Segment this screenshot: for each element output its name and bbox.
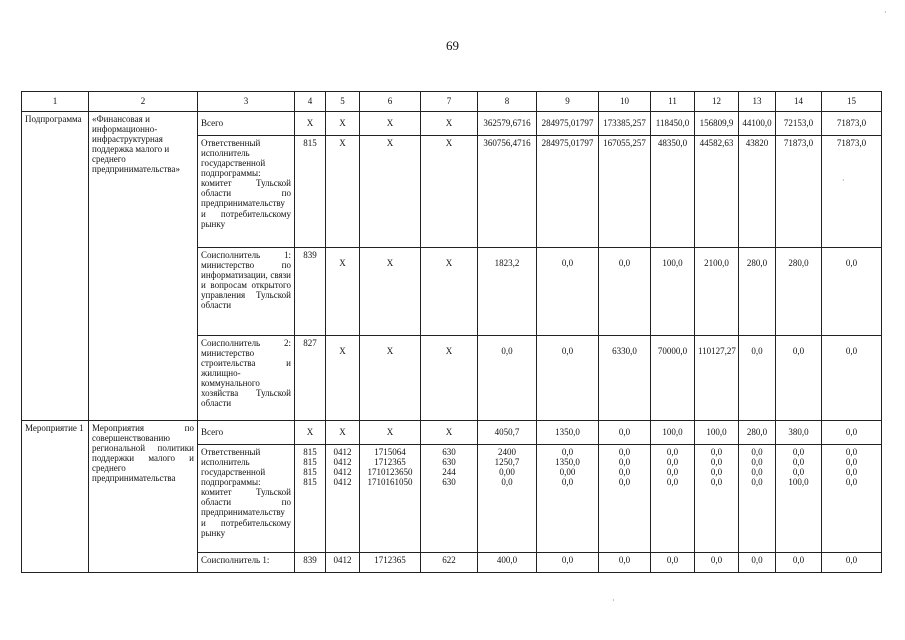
table-cell: 0,0 <box>739 553 776 573</box>
table-cell: 48350,0 <box>651 136 695 248</box>
table-cell: 44582,63 <box>695 136 739 248</box>
table-cell: 280,0 <box>739 421 776 445</box>
table-cell: 0,0 <box>739 336 776 421</box>
row-type-cell: Мероприятие 1 <box>22 421 89 573</box>
table-cell: 0,0 <box>537 336 599 421</box>
table-cell: 1823,2 <box>478 248 537 336</box>
table-cell: X <box>360 336 421 421</box>
column-header: 8 <box>478 92 537 112</box>
table-cell: 400,0 <box>478 553 537 573</box>
table-cell: 173385,257 <box>599 112 651 136</box>
table-cell: X <box>295 112 326 136</box>
table-cell: 622 <box>421 553 478 573</box>
table-cell: 360756,4716 <box>478 136 537 248</box>
table-cell: 0412 <box>326 553 360 573</box>
row-title-cell: «Финансовая и информационно-инфраструктурная поддержка малого и среднего предпринимательства» <box>89 112 198 421</box>
table-cell: 630 630 244 630 <box>421 445 478 553</box>
table-cell: 839 <box>295 248 326 336</box>
table-cell: 0,0 0,0 0,0 0,0 <box>739 445 776 553</box>
table-cell: X <box>360 421 421 445</box>
column-header: 10 <box>599 92 651 112</box>
column-header: 5 <box>326 92 360 112</box>
scan-speck: · <box>842 176 845 185</box>
table-cell: X <box>421 336 478 421</box>
column-header: 7 <box>421 92 478 112</box>
table-cell: 0,0 <box>599 421 651 445</box>
table-cell: 1350,0 <box>537 421 599 445</box>
table-cell: 284975,01797 <box>537 136 599 248</box>
table-cell: 118450,0 <box>651 112 695 136</box>
table-cell: 839 <box>295 553 326 573</box>
table-row <box>22 112 882 136</box>
table-cell: 362579,6716 <box>478 112 537 136</box>
column-header: 4 <box>295 92 326 112</box>
table-cell: 815 <box>295 136 326 248</box>
table-cell: 380,0 <box>776 421 822 445</box>
table-cell: 2100,0 <box>695 248 739 336</box>
table-cell: 110127,27 <box>695 336 739 421</box>
executor-cell: Всего <box>198 112 295 136</box>
table-cell: 0,0 <box>695 553 739 573</box>
column-header: 15 <box>822 92 882 112</box>
table-cell: 0,0 <box>537 553 599 573</box>
table-cell: 0,0 <box>822 421 882 445</box>
table-cell: X <box>360 136 421 248</box>
table-cell: 0412 0412 0412 0412 <box>326 445 360 553</box>
table-cell: 2400 1250,7 0,00 0,0 <box>478 445 537 553</box>
executor-cell: Ответственный исполнитель государственной подпрограммы: комитет Тульской области по предпринимательству и потребительскому рынку <box>198 136 295 248</box>
table-cell: 827 <box>295 336 326 421</box>
table-cell: 0,0 <box>537 248 599 336</box>
table-cell: X <box>421 136 478 248</box>
table-cell: 0,0 <box>822 248 882 336</box>
table-cell: 100,0 <box>651 248 695 336</box>
column-header: 14 <box>776 92 822 112</box>
table-cell: 167055,257 <box>599 136 651 248</box>
table-cell: 100,0 <box>695 421 739 445</box>
table-cell: 1712365 <box>360 553 421 573</box>
column-header: 6 <box>360 92 421 112</box>
executor-cell: Соисполнитель 2: министерство строительства и жилищно-коммунального хозяйства Тульской области <box>198 336 295 421</box>
table-cell: 0,0 0,0 0,0 0,0 <box>651 445 695 553</box>
scan-speck: · <box>612 596 615 605</box>
column-header: 1 <box>22 92 89 112</box>
table-cell: 71873,0 <box>822 112 882 136</box>
table-cell: 0,0 0,0 0,0 100,0 <box>776 445 822 553</box>
table-cell: 44100,0 <box>739 112 776 136</box>
table-cell: 4050,7 <box>478 421 537 445</box>
table-cell: X <box>421 421 478 445</box>
table-cell: 0,0 0,0 0,0 0,0 <box>599 445 651 553</box>
table-row <box>22 421 882 445</box>
table-cell: 0,0 <box>822 336 882 421</box>
row-title-cell: Мероприятия по совершенствованию региональной политики поддержки малого и среднего предпринимательства <box>89 421 198 573</box>
table-cell: 280,0 <box>739 248 776 336</box>
executor-cell: Соисполнитель 1: <box>198 553 295 573</box>
table-cell: 70000,0 <box>651 336 695 421</box>
table-cell: 0,0 0,0 0,0 0,0 <box>695 445 739 553</box>
table-cell: 71873,0 <box>822 136 882 248</box>
table-cell: 0,0 <box>599 248 651 336</box>
page-number: 69 <box>446 38 459 53</box>
table-header-row <box>22 92 882 112</box>
budget-table <box>21 91 882 573</box>
table-cell: 0,0 1350,0 0,00 0,0 <box>537 445 599 553</box>
table-cell: 0,0 <box>599 553 651 573</box>
table-cell: X <box>326 421 360 445</box>
table-cell: 72153,0 <box>776 112 822 136</box>
table-cell: 0,0 <box>478 336 537 421</box>
column-header: 13 <box>739 92 776 112</box>
table-cell: 43820 <box>739 136 776 248</box>
table-cell: 815 815 815 815 <box>295 445 326 553</box>
column-header: 3 <box>198 92 295 112</box>
table-cell: X <box>326 112 360 136</box>
table-cell: 0,0 <box>822 553 882 573</box>
table-cell: 6330,0 <box>599 336 651 421</box>
table-cell: X <box>326 248 360 336</box>
table-cell: X <box>295 421 326 445</box>
column-header: 11 <box>651 92 695 112</box>
table-cell: X <box>360 248 421 336</box>
table-cell: 0,0 0,0 0,0 0,0 <box>822 445 882 553</box>
table-cell: X <box>360 112 421 136</box>
table-cell: X <box>421 248 478 336</box>
scan-speck: · <box>884 8 887 17</box>
table-cell: 156809,9 <box>695 112 739 136</box>
executor-cell: Ответственный исполнитель государственной подпрограммы: комитет Тульской области по предпринимательству и потребительскому рынку <box>198 445 295 553</box>
table-cell: X <box>421 112 478 136</box>
table-cell: 100,0 <box>651 421 695 445</box>
table-cell: 71873,0 <box>776 136 822 248</box>
table-cell: X <box>326 336 360 421</box>
column-header: 12 <box>695 92 739 112</box>
table-cell: 1715064 1712365 1710123650 1710161050 <box>360 445 421 553</box>
row-type-cell: Подпрограмма <box>22 112 89 421</box>
column-header: 2 <box>89 92 198 112</box>
table-cell: X <box>326 136 360 248</box>
table-cell: 0,0 <box>651 553 695 573</box>
table-cell: 0,0 <box>776 553 822 573</box>
table-cell: 284975,01797 <box>537 112 599 136</box>
executor-cell: Всего <box>198 421 295 445</box>
column-header: 9 <box>537 92 599 112</box>
table-cell: 0,0 <box>776 336 822 421</box>
executor-cell: Соисполнитель 1: министерство по информатизации, связи и вопросам открытого управления Тульской области <box>198 248 295 336</box>
table-cell: 280,0 <box>776 248 822 336</box>
